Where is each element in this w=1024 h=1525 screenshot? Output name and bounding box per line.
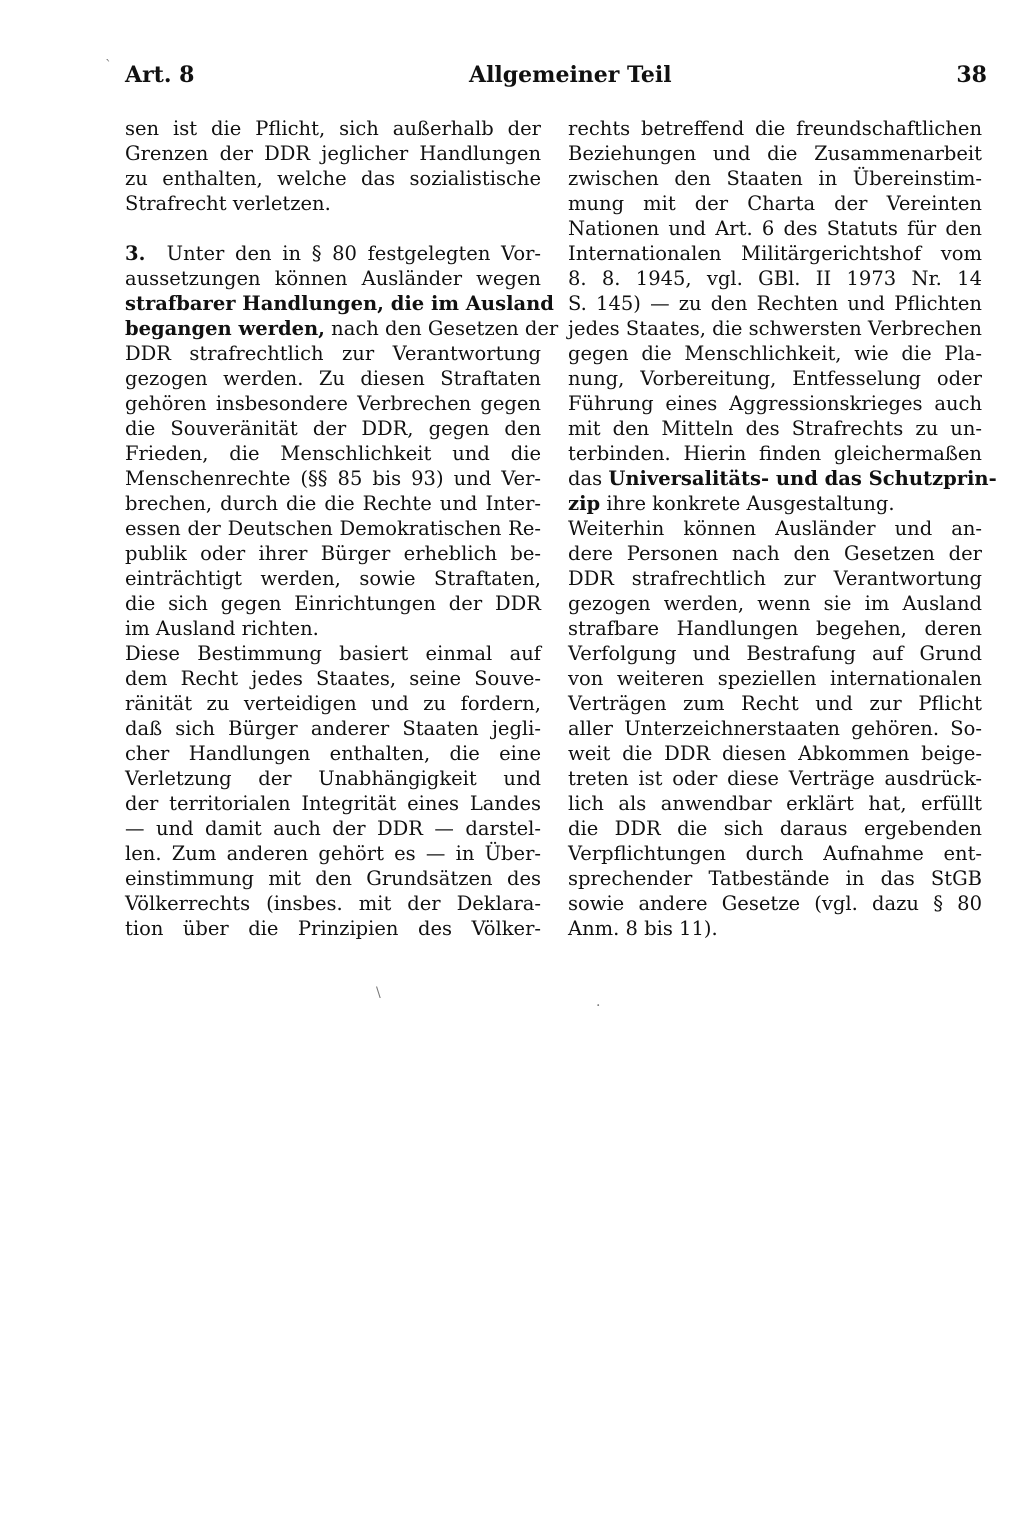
line-text: 8. 8. 1945, vgl. GBl. II 1973 Nr. 14 (568, 267, 982, 290)
text-line (568, 716, 982, 741)
text-line (125, 691, 541, 716)
text-line (125, 816, 541, 841)
line-text: aller Unterzeichnerstaaten gehören. So- (568, 717, 982, 740)
line-text: Strafrecht verletzen. (125, 192, 331, 215)
text-line (568, 416, 982, 441)
text-line (125, 791, 541, 816)
section-title: Allgemeiner Teil (469, 62, 672, 88)
line-text: tion über die Prinzipien des Völker- (125, 917, 541, 940)
text-line (125, 891, 541, 916)
line-text: ihre konkrete Ausgestaltung. (600, 492, 895, 515)
page-header (125, 62, 987, 98)
text-line (125, 441, 541, 466)
text-line (125, 141, 541, 166)
line-text: sen ist die Pflicht, sich außerhalb der (125, 117, 541, 140)
line-text: Verletzung der Unabhängigkeit und (125, 767, 541, 790)
line-text: gezogen werden. Zu diesen Straftaten (125, 367, 541, 390)
line-text: Weiterhin können Ausländer und an- (568, 517, 982, 540)
emphasized-text: zip (568, 492, 601, 515)
line-text: aussetzungen können Ausländer wegen (125, 267, 541, 290)
scan-speck: \ (376, 985, 381, 1001)
line-text: die sich gegen Einrichtungen der DDR (125, 592, 541, 615)
text-line (568, 241, 982, 266)
text-line (568, 141, 982, 166)
line-text: S. 145) — zu den Rechten und Pflichten (568, 292, 982, 315)
line-text: ränität zu verteidigen und zu fordern, (125, 692, 541, 715)
text-line (568, 591, 982, 616)
line-text: Nationen und Art. 6 des Statuts für den (568, 217, 982, 240)
line-text: DDR strafrechtlich zur Verantwortung (125, 342, 541, 365)
text-line (125, 641, 541, 666)
line-text: sprechender Tatbestände in das StGB (568, 867, 982, 890)
text-line (568, 291, 982, 316)
line-text: Verpflichtungen durch Aufnahme ent- (568, 842, 982, 865)
text-line (568, 391, 982, 416)
text-line (568, 741, 982, 766)
line-text: Grenzen der DDR jeglicher Handlungen (125, 142, 541, 165)
line-text: terbinden. Hierin finden gleichermaßen (568, 442, 982, 465)
text-line (568, 216, 982, 241)
text-line (568, 691, 982, 716)
text-line (568, 566, 982, 591)
scan-speck: ` (105, 58, 112, 74)
text-line (125, 391, 541, 416)
line-text: dem Recht jedes Staates, seine Souve- (125, 667, 541, 690)
text-line (568, 891, 982, 916)
text-line (125, 466, 541, 491)
text-line (568, 166, 982, 191)
line-text: — und damit auch der DDR — darstel- (125, 817, 541, 840)
line-text: strafbare Handlungen begehen, deren (568, 617, 982, 640)
line-text: Menschenrechte (§§ 85 bis 93) und Ver- (125, 467, 541, 490)
line-text: nung, Vorbereitung, Entfesselung oder (568, 367, 982, 390)
line-text: einträchtigt werden, sowie Straftaten, (125, 567, 541, 590)
text-line (568, 541, 982, 566)
line-text: von weiteren speziellen internationalen (568, 667, 982, 690)
line-text: Diese Bestimmung basiert einmal auf (125, 642, 541, 665)
line-text: DDR strafrechtlich zur Verantwortung (568, 567, 982, 590)
text-line (568, 916, 982, 941)
text-line (125, 566, 541, 591)
line-text: Frieden, die Menschlichkeit und die (125, 442, 541, 465)
line-text: gezogen werden, wenn sie im Ausland (568, 592, 982, 615)
article-label: Art. 8 (125, 62, 195, 88)
line-text: mit den Mitteln des Strafrechts zu un- (568, 417, 982, 440)
text-line (125, 516, 541, 541)
emphasized-text: Universalitäts- und das Schutzprin- (608, 467, 997, 490)
left-text-column (125, 116, 559, 941)
text-line (125, 416, 541, 441)
text-line (125, 716, 541, 741)
text-line (125, 766, 541, 791)
line-text: daß sich Bürger anderer Staaten jegli- (125, 717, 541, 740)
right-text-column (568, 116, 997, 941)
text-line (125, 366, 541, 391)
line-text: brechen, durch die die Rechte und Inter- (125, 492, 541, 515)
emphasized-text: strafbarer Handlungen, die im Ausland (125, 292, 554, 315)
text-line (568, 441, 982, 466)
text-line (568, 491, 982, 516)
line-text: len. Zum anderen gehört es — in Über- (125, 842, 541, 865)
line-text: rechts betreffend die freundschaftlichen (568, 117, 982, 140)
text-line (568, 616, 982, 641)
line-text: zwischen den Staaten in Übereinstim- (568, 167, 982, 190)
line-text: publik oder ihrer Bürger erheblich be- (125, 542, 541, 565)
line-text: die Souveränität der DDR, gegen den (125, 417, 541, 440)
line-text: die DDR die sich daraus ergebenden (568, 817, 982, 840)
text-line (125, 291, 554, 316)
text-line (568, 316, 982, 341)
text-line (125, 316, 559, 341)
text-line (568, 791, 982, 816)
line-text: der territorialen Integrität eines Landes (125, 792, 541, 815)
text-line (125, 666, 541, 691)
text-line (125, 866, 541, 891)
text-line (568, 466, 997, 491)
scan-speck: · (596, 998, 601, 1014)
paragraph-number: 3. (125, 242, 146, 265)
line-text: zu enthalten, welche das sozialistische (125, 167, 541, 190)
line-text: nach den Gesetzen der (324, 317, 559, 340)
line-text: einstimmung mit den Grundsätzen des (125, 867, 541, 890)
text-line (568, 191, 982, 216)
line-text: Verfolgung und Bestrafung auf Grund (568, 642, 982, 665)
text-line (568, 341, 982, 366)
text-line (125, 116, 541, 141)
line-text: mung mit der Charta der Vereinten (568, 192, 982, 215)
page-number: 38 (956, 62, 987, 88)
line-text: treten ist oder diese Verträge ausdrück- (568, 767, 982, 790)
text-line (125, 191, 541, 216)
text-line (125, 841, 541, 866)
line-text: sowie andere Gesetze (vgl. dazu § 80 (568, 892, 982, 915)
text-line (568, 641, 982, 666)
line-text: weit die DDR diesen Abkommen beige- (568, 742, 982, 765)
text-line (125, 541, 541, 566)
text-line (568, 866, 982, 891)
text-line (568, 266, 982, 291)
line-text: cher Handlungen enthalten, die eine (125, 742, 541, 765)
line-text: Unter den in § 80 festgelegten Vor- (145, 242, 541, 265)
text-line (125, 266, 541, 291)
text-line (125, 166, 541, 191)
text-line (568, 841, 982, 866)
text-line (125, 616, 541, 641)
text-line (125, 341, 541, 366)
text-line (568, 766, 982, 791)
line-text: Führung eines Aggressionskrieges auch (568, 392, 982, 415)
line-text: im Ausland richten. (125, 617, 319, 640)
line-text: das (568, 467, 609, 490)
line-text: Internationalen Militärgerichtshof vom (568, 242, 982, 265)
line-text: essen der Deutschen Demokratischen Re- (125, 517, 541, 540)
text-line (125, 741, 541, 766)
line-text: Völkerrechts (insbes. mit der Deklara- (125, 892, 541, 915)
line-text: lich als anwendbar erklärt hat, erfüllt (568, 792, 982, 815)
line-text: jedes Staates, die schwersten Verbrechen (568, 317, 982, 340)
text-line (125, 916, 541, 941)
line-text: Anm. 8 bis 11). (568, 917, 718, 940)
text-line (568, 116, 982, 141)
line-text: Verträgen zum Recht und zur Pflicht (568, 692, 982, 715)
line-text: Beziehungen und die Zusammenarbeit (568, 142, 982, 165)
text-line (568, 516, 982, 541)
text-line (125, 241, 541, 266)
text-line (568, 366, 982, 391)
emphasized-text: begangen werden, (125, 317, 325, 340)
line-text: gegen die Menschlichkeit, wie die Pla- (568, 342, 982, 365)
text-line (568, 816, 982, 841)
line-text: dere Personen nach den Gesetzen der (568, 542, 982, 565)
text-line (125, 491, 541, 516)
paragraph-gap (125, 216, 541, 241)
line-text: gehören insbesondere Verbrechen gegen (125, 392, 541, 415)
text-line (125, 591, 541, 616)
text-line (568, 666, 982, 691)
